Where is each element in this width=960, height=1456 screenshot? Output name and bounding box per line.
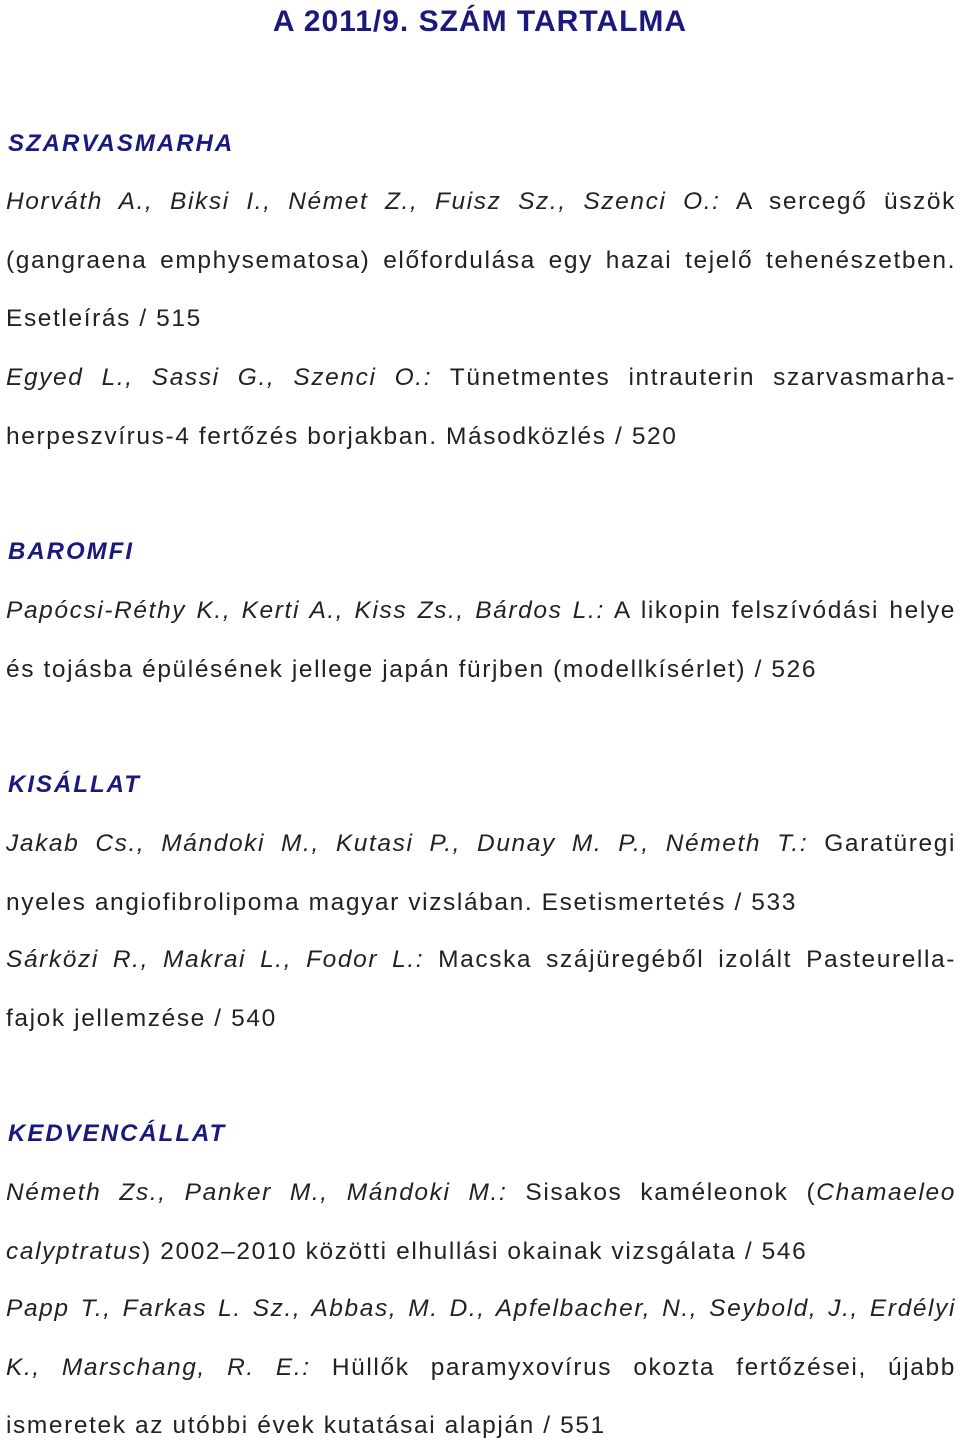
article-title: Hüllők paramyxovírus okozta fertőzései, újabb ismeretek az utóbbi évek kutatásai alapján / 551 — [6, 1353, 956, 1439]
section-heading-kedvencallat: KEDVENCÁLLAT — [8, 1120, 227, 1147]
article-authors: Horváth A., Biksi I., Német Z., Fuisz Sz., Szenci O. — [6, 188, 713, 215]
article-authors: Egyed L., Sassi G., Szenci O. — [6, 364, 424, 391]
article-authors: Jakab Cs., Mándoki M., Kutasi P., Dunay M. P., Németh T. — [6, 830, 800, 857]
article-entry — [6, 1164, 956, 1281]
article-title: Macska szájüregéből izolált Pasteurella-fajok jellemzése / 540 — [6, 946, 957, 1032]
author-separator: : — [415, 946, 425, 973]
page-title: A 2011/9. SZÁM TARTALMA — [272, 5, 688, 38]
article-entry — [6, 815, 956, 932]
article-authors: Papp T., Farkas L. Sz., Abbas, M. D., Apfelbacher, N., Seybold, J., Erdélyi K., Marschang, R. E. — [6, 1295, 956, 1381]
article-entry — [6, 349, 956, 466]
section-heading-kisallat: KISÁLLAT — [8, 771, 141, 798]
author-separator: : — [712, 188, 721, 215]
author-separator: : — [423, 364, 433, 391]
article-entry — [6, 1280, 956, 1456]
article-title: Tünetmentes intrauterin szarvasmarha-herpeszvírus-4 fertőzés borjakban. Másodközlés / 520 — [6, 364, 956, 450]
article-entry — [6, 582, 956, 699]
section-heading-szarvasmarha: SZARVASMARHA — [8, 130, 235, 157]
author-separator: : — [498, 1179, 508, 1206]
article-title: A sercegő üszök (gangraena emphysematosa) előfordulása egy hazai tejelő tehenészetben. Esetleírás / 515 — [6, 188, 956, 332]
article-title: A likopin felszívódási helye és tojásba épülésének jellege japán fürjben (modellkísérlet) / 526 — [6, 597, 956, 683]
article-entry — [6, 931, 956, 1048]
article-authors: Papócsi-Réthy K., Kerti A., Kiss Zs., Bárdos L. — [6, 597, 597, 624]
article-entry — [6, 173, 956, 349]
section-heading-baromfi: BAROMFI — [8, 538, 134, 565]
article-title-part: Sisakos kaméleonok ( — [507, 1179, 817, 1206]
article-title-part: ) 2002–2010 közötti elhullási okainak vizsgálata / 546 — [142, 1237, 808, 1265]
article-authors: Sárközi R., Makrai L., Fodor L. — [6, 946, 416, 973]
article-authors: Németh Zs., Panker M., Mándoki M. — [6, 1179, 499, 1206]
author-separator: : — [596, 597, 605, 624]
author-separator: : — [799, 830, 809, 857]
species-name: Chamaeleo calyptratus — [6, 1179, 956, 1265]
article-title: Garatüregi nyeles angiofibrolipoma magyar vizslában. Esetismertetés / 533 — [6, 830, 956, 916]
author-separator: : — [302, 1353, 311, 1381]
